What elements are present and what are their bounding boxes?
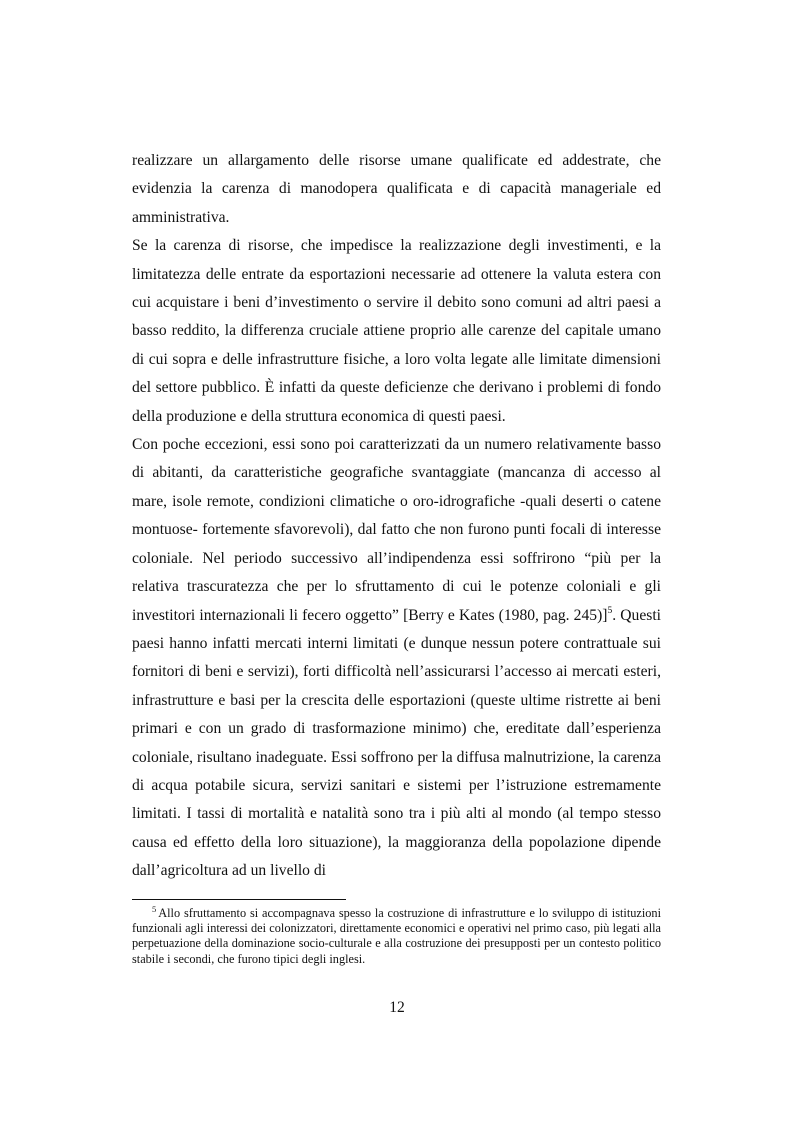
footnote — [132, 906, 661, 967]
footnote-text: Allo sfruttamento si accompagnava spesso la costruzione di infrastrutture e lo sviluppo di istituzioni funzionali agli interessi dei colonizzatori, direttamente economici e operativi nel primo caso, più legati alla perpetuazione della dominazione socio-culturale e alla costruzione dei presupposti per un contesto politico stabile i secondi, che furono tipici degli inglesi. — [132, 906, 661, 966]
body-text — [132, 147, 661, 886]
paragraph-3 — [132, 431, 661, 886]
paragraph-3-text-b: . Questi paesi hanno infatti mercati interni limitati (e dunque nessun potere contrattuale sui fornitori di beni e servizi), forti difficoltà nell’assicurarsi l’accesso ai mercati esteri, infrastrutture e basi per la crescita delle esportazioni (queste ultime ristrette ai beni primari e con un grado di trasformazione minimo) che, ereditate dall’esperienza coloniale, risultano inadeguate. Essi soffrono per la diffusa malnutrizione, la carenza di acqua potabile sicura, servizi sanitari e sistemi per l’istruzione estremamente limitati. I tassi di mortalità e natalità sono tra i più alti al mondo (al tempo stesso causa ed effetto della loro situazione), la maggioranza della popolazione dipende dall’agricoltura ad un livello di — [132, 606, 661, 880]
paragraph-3-text-a: Con poche eccezioni, essi sono poi caratterizzati da un numero relativamente basso di abitanti, da caratteristiche geografiche svantaggiate (mancanza di accesso al mare, isole remote, condizioni climatiche o oro-idrografiche -quali deserti o catene montuose- fortemente sfavorevoli), dal fatto che non furono punti focali di interesse coloniale. Nel periodo successivo all’indipendenza essi soffrirono “più per la relativa trascuratezza che per lo sfruttamento di cui le potenze coloniali e gli investitori internazionali li fecero oggetto” [Berry e Kates (1980, pag. 245)] — [132, 436, 661, 624]
paragraph-1: realizzare un allargamento delle risorse umane qualificate ed addestrate, che evidenzia la carenza di manodopera qualificata e di capacità manageriale ed amministrativa. — [132, 152, 661, 226]
footnote-reference-mark: 5 — [607, 605, 613, 616]
page-number: 12 — [389, 999, 405, 1016]
footnote-separator — [132, 899, 346, 900]
paragraph-2: Se la carenza di risorse, che impedisce la realizzazione degli investimenti, e la limitatezza delle entrate da esportazioni necessarie ad ottenere la valuta estera con cui acquistare i beni d’investimento o servire il debito sono comuni ad altri paesi a basso reddito, la differenza cruciale attiene proprio alle carenze del capitale umano di cui sopra e delle infrastrutture fisiche, a loro volta legate alle limitate dimensioni del settore pubblico. È infatti da queste deficienze che derivano i problemi di fondo della produzione e della struttura economica di questi paesi. — [132, 237, 661, 425]
footnote-number: 5 — [152, 904, 157, 914]
